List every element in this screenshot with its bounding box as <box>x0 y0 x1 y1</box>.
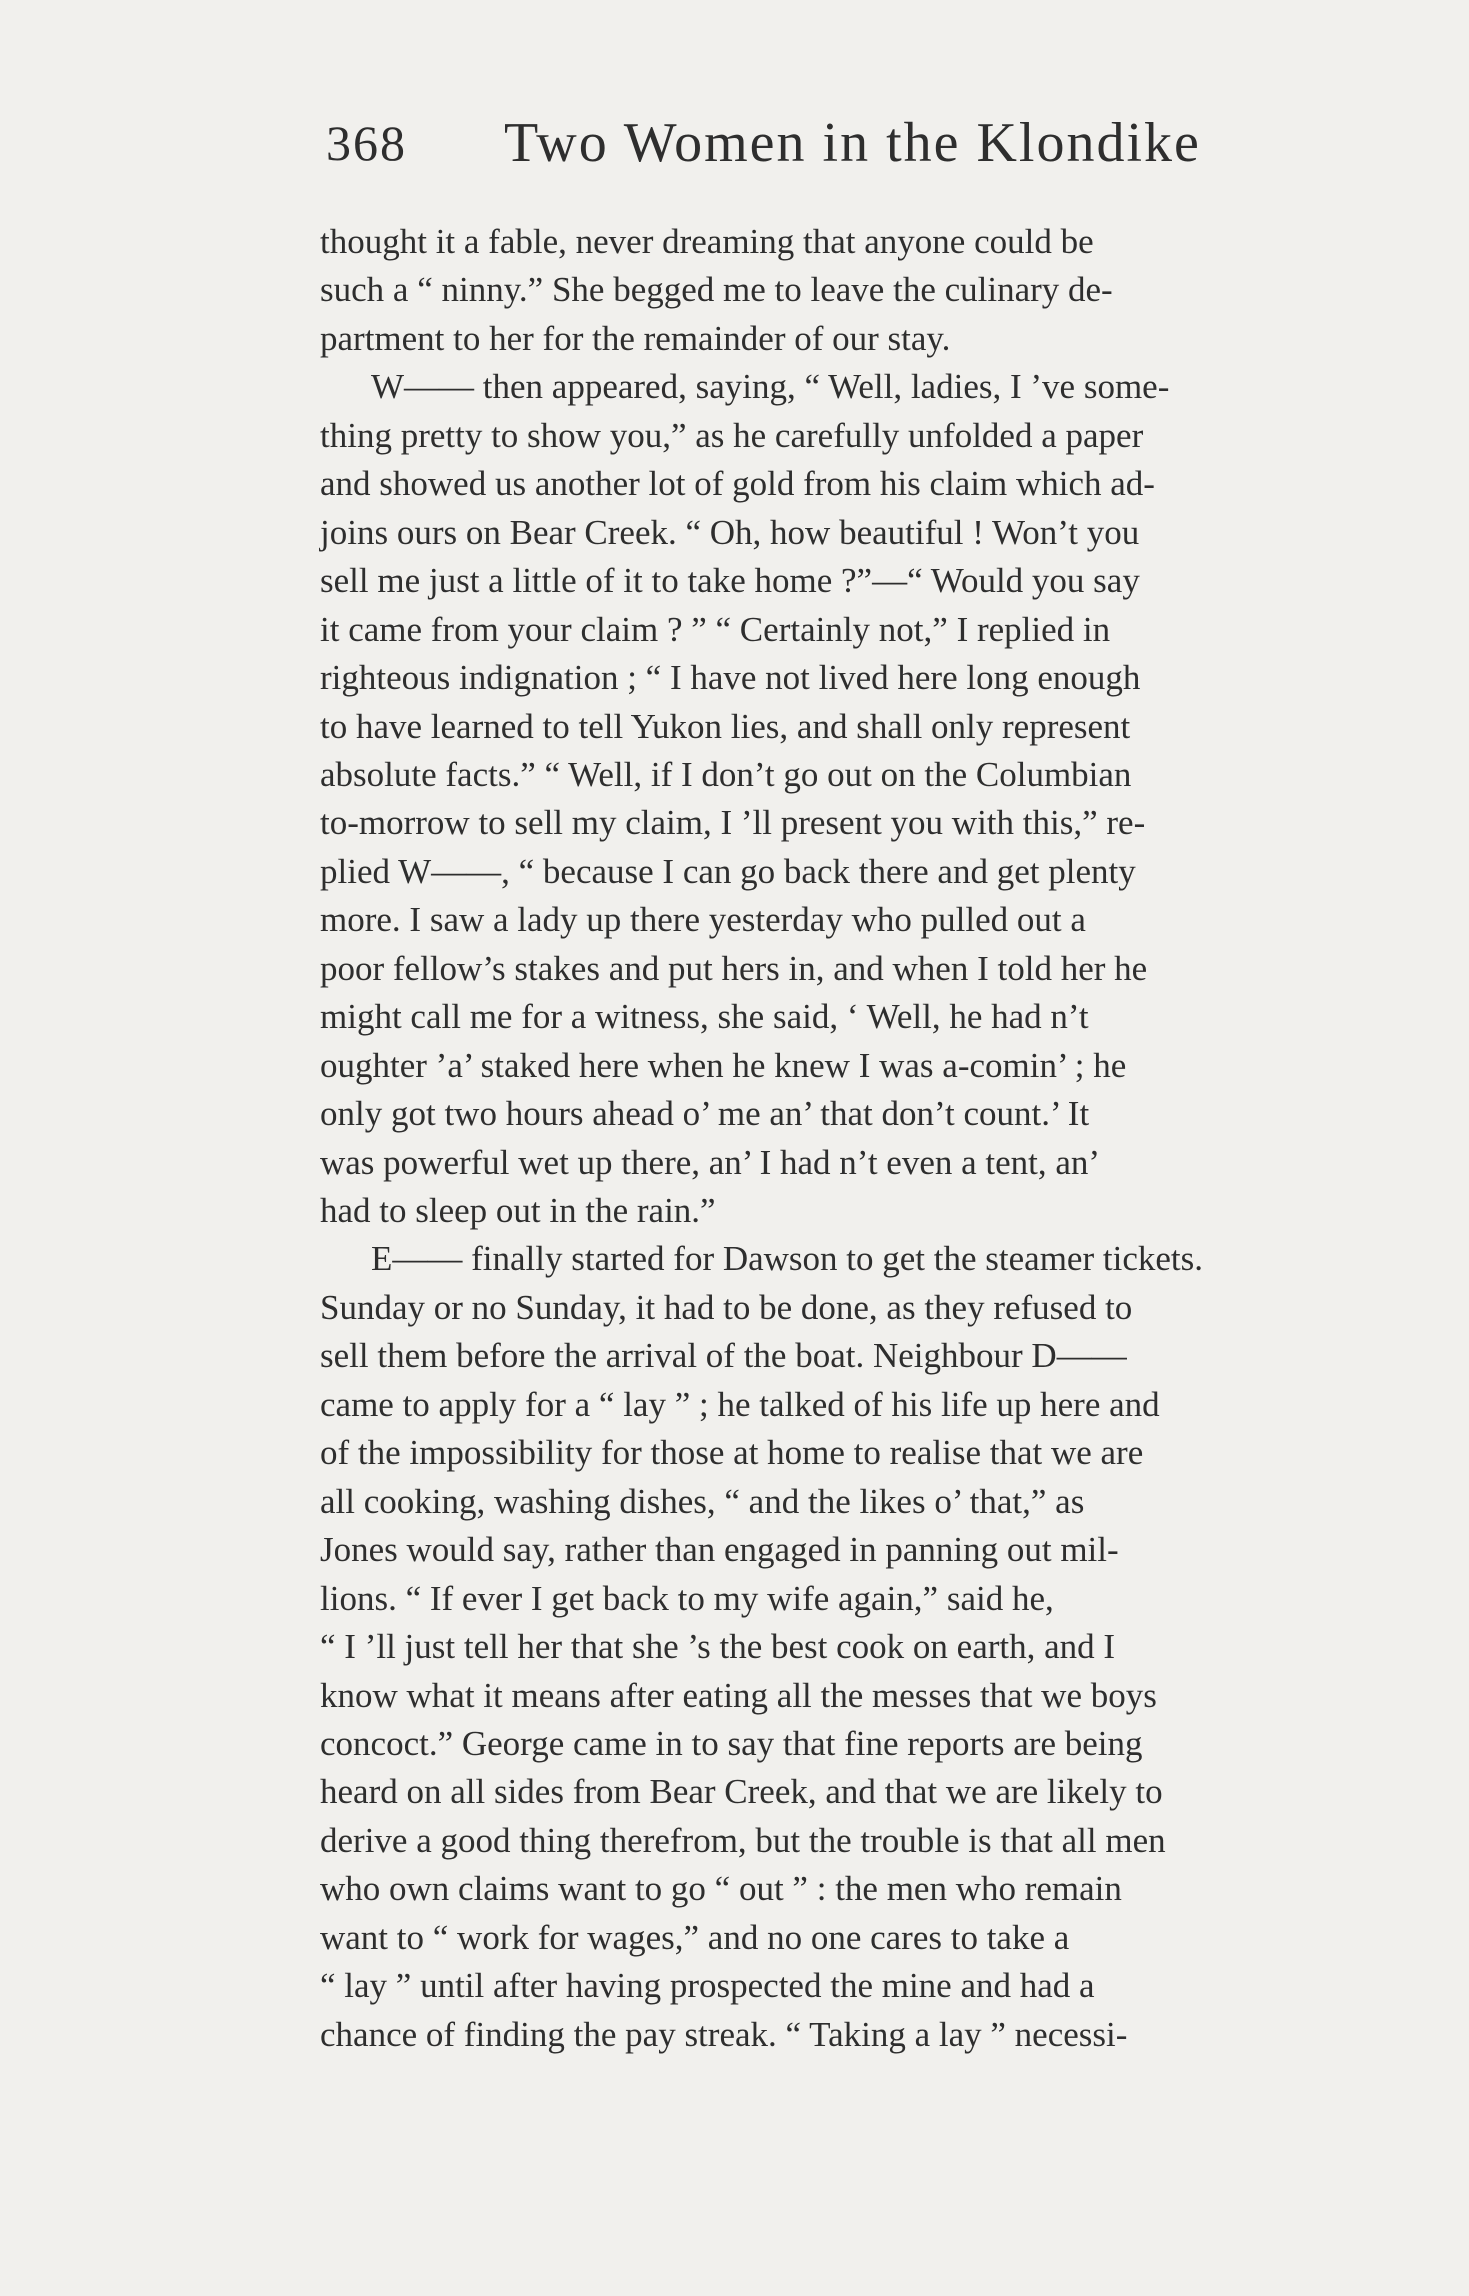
text-line: more. I saw a lady up there yesterday who pulled out a <box>320 900 1086 940</box>
text-line: absolute facts.” “ Well, if I don’t go out on the Columbian <box>320 754 1132 794</box>
text-line: had to sleep out in the rain.” <box>320 1191 716 1230</box>
text-line: Sunday or no Sunday, it had to be done, as they refused to <box>320 1287 1133 1327</box>
text-line: who own claims want to go “ out ” : the men who remain <box>320 1869 1122 1909</box>
text-line: chance of finding the pay streak. “ Taking a lay ” necessi- <box>320 2014 1128 2054</box>
text-line: plied W——, “ because I can go back there and get plenty <box>320 851 1136 891</box>
text-line: know what it means after eating all the messes that we boys <box>320 1675 1157 1715</box>
text-line: poor fellow’s stakes and put hers in, and when I told her he <box>320 948 1148 988</box>
paragraph-first-line: W—— then appeared, saying, “ Well, ladies, I ’ve some- <box>371 367 1170 407</box>
text-line: sell them before the arrival of the boat. Neighbour D—— <box>320 1336 1127 1376</box>
text-line: oughter ’a’ staked here when he knew I was a-comin’ ; he <box>320 1045 1127 1085</box>
text-line: came to apply for a “ lay ” ; he talked of his life up here and <box>320 1384 1160 1424</box>
text-line: sell me just a little of it to take home ?”—“ Would you say <box>320 561 1140 601</box>
text-line: might call me for a witness, she said, ‘ Well, he had n’t <box>320 997 1089 1037</box>
text-line: thought it a fable, never dreaming that anyone could be <box>320 222 1094 261</box>
text-line: only got two hours ahead o’ me an’ that don’t count.’ It <box>320 1094 1090 1134</box>
text-line: such a “ ninny.” She begged me to leave the culinary de- <box>320 270 1113 310</box>
text-line: lions. “ If ever I get back to my wife again,” said he, <box>320 1578 1054 1618</box>
paragraph-first-line: E—— finally started for Dawson to get the steamer tickets. <box>371 1239 1203 1279</box>
text-line: derive a good thing therefrom, but the trouble is that all men <box>320 1820 1166 1860</box>
text-line: concoct.” George came in to say that fine reports are being <box>320 1723 1143 1763</box>
text-line: partment to her for the remainder of our stay. <box>320 318 951 358</box>
text-line: it came from your claim ? ” “ Certainly not,” I replied in <box>320 609 1111 649</box>
text-line: want to “ work for wages,” and no one cares to take a <box>320 1917 1070 1957</box>
text-line: thing pretty to show you,” as he carefully unfolded a paper <box>320 415 1144 455</box>
text-line: was powerful wet up there, an’ I had n’t even a tent, an’ <box>320 1142 1101 1182</box>
text-line: “ I ’ll just tell her that she ’s the best cook on earth, and I <box>320 1627 1116 1667</box>
running-title: Two Women in the Klondike <box>504 112 1201 174</box>
text-line: all cooking, washing dishes, “ and the likes o’ that,” as <box>320 1481 1085 1521</box>
text-line: righteous indignation ; “ I have not lived here long enough <box>320 658 1141 698</box>
text-line: Jones would say, rather than engaged in panning out mil- <box>320 1530 1119 1570</box>
text-line: and showed us another lot of gold from his claim which ad- <box>320 464 1155 504</box>
page-number: 368 <box>326 115 407 171</box>
text-line: to have learned to tell Yukon lies, and shall only represent <box>320 706 1131 746</box>
text-line: “ lay ” until after having prospected the mine and had a <box>320 1966 1095 2006</box>
page-header <box>326 108 1326 178</box>
text-line: of the impossibility for those at home to realise that we are <box>320 1433 1144 1473</box>
text-line: to-morrow to sell my claim, I ’ll present you with this,” re- <box>320 803 1146 843</box>
text-line: joins ours on Bear Creek. “ Oh, how beautiful ! Won’t you <box>320 512 1140 552</box>
text-line: heard on all sides from Bear Creek, and that we are likely to <box>320 1772 1163 1812</box>
